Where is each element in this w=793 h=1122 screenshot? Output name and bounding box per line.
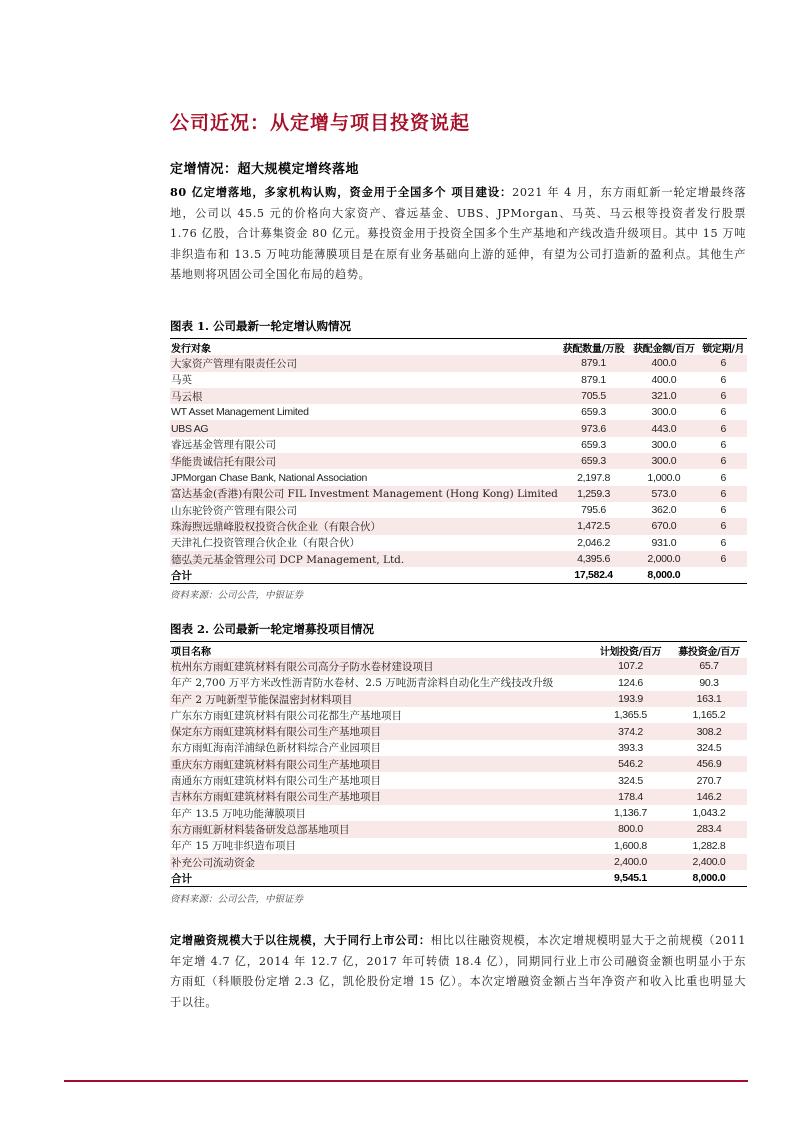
row-value: 178.4 [590,789,670,805]
row-value: 659.3 [558,453,628,469]
row-value: 573.0 [628,486,698,502]
row-value: 400.0 [628,355,698,371]
paragraph-private-placement [170,182,746,286]
projects-table [170,641,747,887]
table-row [170,723,747,739]
column-header: 募投资金/百万 [678,646,740,658]
row-label: 马云根 [170,388,558,404]
row-label: 年产 2,700 万平方米改性沥青防水卷材、2.5 万吨沥青涂料自动化生产线技改升级 [171,677,554,690]
table-row [170,691,747,707]
subscription-table [170,338,747,584]
row-label: 杭州东方雨虹建筑材料有限公司高分子防水卷材建设项目 [170,658,590,674]
row-value: 324.5 [696,741,722,754]
row-value: 1,165.2 [692,709,726,722]
row-value: 1,472.5 [558,518,628,534]
row-value: 6 [699,453,747,469]
row-label: 年产 15 万吨非织造布项目 [171,840,297,853]
row-value: 6 [720,536,727,549]
table-row [170,551,747,567]
row-value: 300.0 [651,438,677,451]
row-label: 保定东方雨虹建筑材料有限公司生产基地项目 [170,723,590,739]
row-value: 374.2 [590,723,670,739]
row-value: 300.0 [628,453,698,469]
row-label: WT Asset Management Limited [171,406,309,419]
row-label: 大家资产管理有限责任公司 [170,355,558,371]
table-header-row [170,339,747,356]
row-label: 睿远基金管理有限公司 [171,439,276,452]
source-note: 资料来源：公司公告，中银证券 [170,590,304,601]
row-label: 珠海煦远鼎峰股权投资合伙企业（有限合伙） [170,518,558,534]
table-row [170,740,747,756]
row-value: 324.5 [618,774,643,787]
row-label: 吉林东方雨虹建筑材料有限公司生产基地项目 [170,789,590,805]
row-value: 2,197.8 [577,471,611,484]
row-value: 124.6 [618,676,643,689]
row-label: 南通东方雨虹建筑材料有限公司生产基地项目 [171,775,381,788]
row-value: 546.2 [590,756,670,772]
row-value: 795.6 [581,504,606,517]
row-value: 362.0 [651,504,677,517]
row-value: 146.2 [670,789,747,805]
row-value: 1,600.8 [614,839,647,852]
row-value: 659.3 [581,406,606,419]
row-value: 400.0 [651,373,677,386]
row-value: 1,136.7 [614,807,647,820]
table-row [170,486,747,502]
row-value: 1,043.2 [692,807,726,820]
row-label: 德弘美元基金管理公司 DCP Management, Ltd. [170,551,558,567]
row-value: 670.0 [628,518,698,534]
table-row [170,469,747,485]
table-row [170,675,747,691]
row-value: 6 [699,486,747,502]
row-value: 163.1 [670,691,747,707]
table-total-row [170,567,747,584]
row-value: 443.0 [628,420,698,436]
row-value: 1,259.3 [558,486,628,502]
table-row [170,756,747,772]
total-value: 17,582.4 [558,567,628,584]
row-value: 6 [699,388,747,404]
row-value: 321.0 [628,388,698,404]
total-value [699,567,747,584]
footer-divider [64,1080,748,1082]
section-title: 公司近况：从定增与项目投资说起 [170,112,471,134]
row-value: 659.3 [581,438,606,451]
row-value: 6 [720,504,727,517]
column-header: 项目名称 [171,646,211,658]
row-value: 879.1 [581,373,606,386]
row-value: 6 [699,420,747,436]
row-value: 2,000.0 [628,551,698,567]
row-value: 90.3 [699,676,719,689]
row-value: 65.7 [670,658,747,674]
column-header: 锁定期/月 [702,343,745,355]
total-value: 9,545.1 [590,870,670,887]
column-header: 计划投资/百万 [599,646,662,658]
row-value: 6 [720,438,727,451]
total-value: 8,000.0 [628,567,698,584]
row-value: 705.5 [558,388,628,404]
figure-1-title: 图表 1. 公司最新一轮定增认购情况 [170,319,352,333]
row-value: 456.9 [670,756,747,772]
row-value: 973.6 [558,420,628,436]
row-value: 1,365.5 [614,709,647,722]
table-row [170,355,747,371]
column-header: 发行对象 [171,343,211,355]
total-label: 合计 [170,567,558,584]
total-value: 8,000.0 [670,870,747,887]
table-row [170,772,747,788]
total-label: 合计 [170,870,590,887]
column-header: 获配数量/万股 [562,343,625,355]
paragraph-lead: 80 亿定增落地，多家机构认购，资金用于全国多个 项目建设： [170,185,513,199]
table-row [170,805,747,821]
table-row [170,372,747,388]
row-label: 广东东方雨虹建筑材料有限公司花都生产基地项目 [171,709,402,722]
table-row [170,658,747,674]
table-row [170,437,747,453]
row-value: 6 [699,518,747,534]
row-label: 年产 2 万吨新型节能保温密封材料项目 [170,691,590,707]
row-value: 2,046.2 [577,536,611,549]
table-total-row [170,870,747,887]
sub-title: 定增情况：超大规模定增终落地 [170,162,360,177]
row-value: 800.0 [590,821,670,837]
row-value: 6 [720,406,727,419]
table-row [170,707,747,723]
row-value: 300.0 [651,406,677,419]
row-label: 重庆东方雨虹建筑材料有限公司生产基地项目 [170,756,590,772]
paragraph-financing-scale [170,930,746,1013]
table-row [170,502,747,518]
row-label: 年产 13.5 万吨功能薄膜项目 [171,807,307,820]
paragraph-body: 相比以往融资规模，本次定增规模明显大于之前规模（2011 年定增 4.7 亿，2014 年 12.7 亿，2017 年可转债 18.4 亿），同期同行业上市公司融资金额也明显小于东方雨虹（科顺股份定增 2.3 亿，凯伦股份定增 15 亿）。本次定增融资金额占当年净资产和收入比重也明显大于以往。 [170,934,746,1009]
table-row [170,535,747,551]
row-value: 283.4 [670,821,747,837]
row-value: 2,400.0 [670,854,747,870]
row-label: 东方雨虹新材料装备研发总部基地项目 [170,821,590,837]
table-row [170,420,747,436]
row-value: 193.9 [590,691,670,707]
row-label: 华能贵诚信托有限公司 [170,453,558,469]
table-row [170,838,747,854]
row-value: 931.0 [651,536,677,549]
table-row [170,388,747,404]
row-value: 6 [699,355,747,371]
row-value: 393.3 [618,741,643,754]
table-row [170,821,747,837]
row-value: 1,282.8 [692,839,726,852]
table-row [170,854,747,870]
source-note: 资料来源：公司公告，中银证券 [170,894,304,905]
figure-2-title: 图表 2. 公司最新一轮定增募投项目情况 [170,622,375,636]
table-header-row [170,642,747,659]
table-row [170,789,747,805]
row-value: 270.7 [696,774,722,787]
table-row [170,518,747,534]
row-value: 4,395.6 [558,551,628,567]
paragraph-lead: 定增融资规模大于以往规模，大于同行上市公司： [170,933,431,947]
row-value: 879.1 [558,355,628,371]
row-value: 6 [720,373,727,386]
row-value: 6 [720,471,727,484]
row-value: 107.2 [590,658,670,674]
row-label: 补充公司流动资金 [170,854,590,870]
table-row [170,453,747,469]
row-label: UBS AG [170,420,558,436]
row-value: 1,000.0 [647,471,681,484]
column-header: 获配金额/百万 [633,343,695,355]
row-label: 山东驼铃资产管理有限公司 [171,504,297,517]
paragraph-body: 2021 年 4 月，东方雨虹新一轮定增最终落地，公司以 45.5 元的价格向大家资产、睿远基金、UBS、JPMorgan、马英、马云根等投资者发行股票 1.76 亿股，合计募集资金 80 亿元。募投资金用于投资全国多个生产基地和产线改造升级项目。其中 15 万吨非织造布和 13.5 万吨功能薄膜项目是在原有业务基础向上游的延伸，有望为公司打造新的盈利点。其他生产基地则将巩固公司全国化布局的趋势。 [170,186,746,281]
row-value: 6 [699,551,747,567]
row-value: 308.2 [670,723,747,739]
row-value: 2,400.0 [590,854,670,870]
row-label: JPMorgan Chase Bank, National Association [171,471,368,484]
row-label: 东方雨虹海南洋浦绿色新材料综合产业园项目 [171,742,381,755]
row-label: 富达基金(香港)有限公司 FIL Investment Management (Hong Kong) Limited [170,486,558,502]
row-label: 天津礼仁投资管理合伙企业（有限合伙） [171,537,360,550]
table-row [170,404,747,420]
row-label: 马英 [171,374,192,387]
